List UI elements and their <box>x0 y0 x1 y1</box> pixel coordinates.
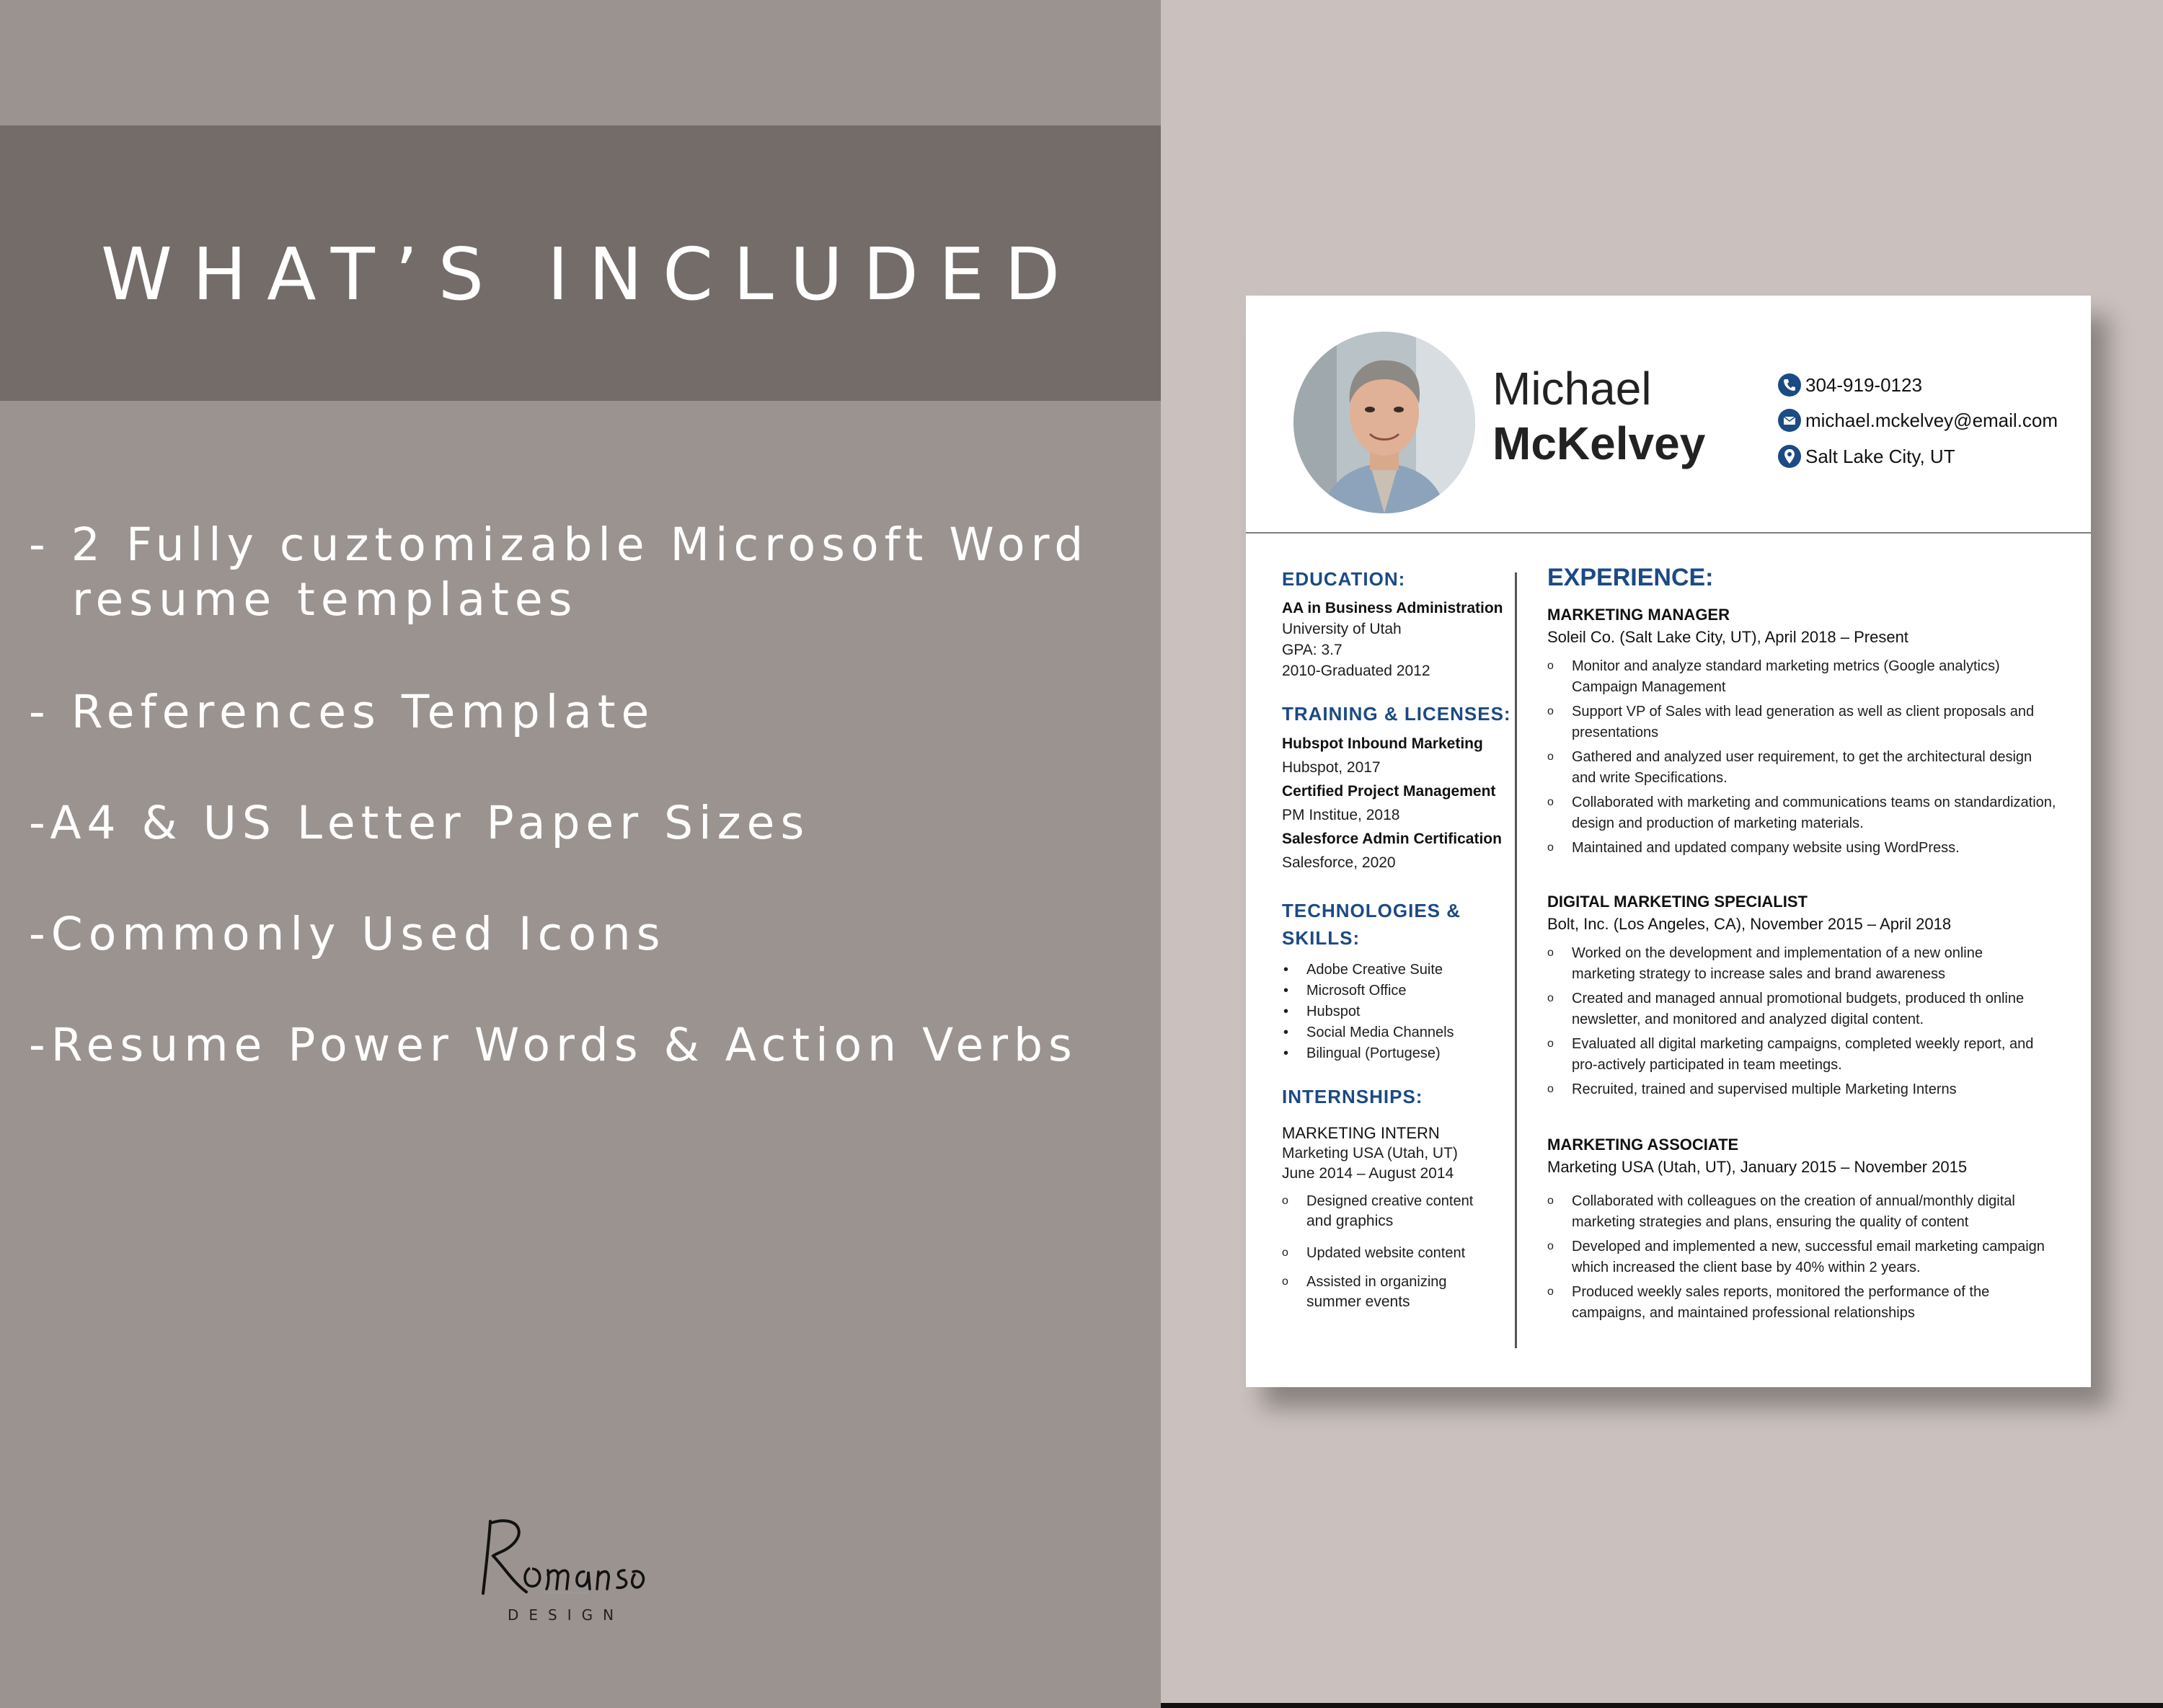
internship-bullet-cont: and graphics <box>1306 1213 1394 1229</box>
feature-item-word-templates-cont: resume templates <box>72 573 578 626</box>
contact-location <box>1778 445 1955 468</box>
job-bullet: o Produced weekly sales reports, monitored the performance of the <box>1572 1280 1989 1304</box>
skills-heading: TECHNOLOGIES & <box>1282 900 1461 921</box>
training-item-detail: PM Institue, 2018 <box>1282 807 1400 823</box>
internship-bullet: o Updated website content <box>1306 1242 1465 1265</box>
job-bullet: o Developed and implemented a new, successful email marketing campaign <box>1572 1235 2045 1258</box>
internship-title: MARKETING INTERN <box>1282 1124 1440 1142</box>
resume-first-name: Michael <box>1492 363 1652 415</box>
job-bullet-cont: presentations <box>1572 725 1659 740</box>
job-bullet-cont: campaigns, and maintained professional relationships <box>1572 1305 1915 1321</box>
feature-item-paper-sizes: -A4 & US Letter Paper Sizes <box>29 797 810 849</box>
internship-bullet: o Designed creative content <box>1306 1190 1473 1213</box>
profile-photo <box>1293 332 1475 513</box>
skill-item: • Microsoft Office <box>1306 983 1407 999</box>
bottom-edge-line <box>1161 1703 2163 1708</box>
feature-item-icons: -Commonly Used Icons <box>29 908 666 960</box>
job-title: DIGITAL MARKETING SPECIALIST <box>1547 893 1808 911</box>
job-bullet: o Created and managed annual promotional budgets, produced th online <box>1572 987 2024 1010</box>
job-bullet: o Maintained and updated company website using WordPress. <box>1572 836 1960 859</box>
job-bullet: o Support VP of Sales with lead generation as well as client proposals and <box>1572 700 2034 723</box>
job-company: Bolt, Inc. (Los Angeles, CA), November 2015 – April 2018 <box>1547 915 1952 933</box>
job-bullet: o Evaluated all digital marketing campaigns, completed weekly report, and <box>1572 1032 2033 1056</box>
internship-company: Marketing USA (Utah, UT) <box>1282 1145 1458 1161</box>
training-heading: TRAINING & LICENSES: <box>1282 703 1511 725</box>
job-company: Marketing USA (Utah, UT), January 2015 – November 2015 <box>1547 1158 1968 1176</box>
training-item-name: Salesforce Admin Certification <box>1282 831 1502 847</box>
training-item-name: Certified Project Management <box>1282 783 1496 800</box>
contact-phone <box>1778 373 1922 397</box>
page-title: WHAT’S INCLUDED <box>101 232 1081 317</box>
job-title: MARKETING ASSOCIATE <box>1547 1136 1739 1154</box>
skill-item: • Bilingual (Portugese) <box>1306 1045 1441 1062</box>
job-bullet: o Collaborated with colleagues on the creation of annual/monthly digital <box>1572 1190 2015 1213</box>
logo-divider <box>544 1592 588 1593</box>
resume-last-name: McKelvey <box>1492 417 1706 469</box>
internship-bullet-cont: summer events <box>1306 1293 1410 1310</box>
job-bullet: o Worked on the development and implementation of a new online <box>1572 942 1983 965</box>
job-bullet: o Collaborated with marketing and communications teams on standardization, <box>1572 791 2056 814</box>
job-bullet: o Recruited, trained and supervised multiple Marketing Interns <box>1572 1078 1957 1101</box>
job-bullet-cont: which increased the client base by 40% within 2 years. <box>1572 1260 1921 1275</box>
job-bullet-cont: pro-actively participated in team meetings. <box>1572 1057 1842 1073</box>
column-divider <box>1515 572 1517 1348</box>
job-bullet-cont: marketing strategies and plans, ensuring the quality of content <box>1572 1214 1969 1230</box>
email-icon <box>1778 409 1801 432</box>
education-years: 2010-Graduated 2012 <box>1282 663 1430 679</box>
job-bullet-cont: marketing strategy to increase sales and brand awareness <box>1572 966 1946 982</box>
training-item-detail: Salesforce, 2020 <box>1282 854 1396 871</box>
job-bullet-cont: design and production of marketing materials. <box>1572 815 1864 831</box>
feature-item-references: - References Template <box>29 686 655 738</box>
skill-item: • Social Media Channels <box>1306 1025 1454 1041</box>
skills-heading-cont: SKILLS: <box>1282 927 1361 949</box>
job-bullet-cont: and write Specifications. <box>1572 770 1728 786</box>
job-bullet: o Monitor and analyze standard marketing metrics (Google analytics) <box>1572 655 2000 678</box>
feature-item-word-templates: - 2 Fully cuztomizable Microsoft Word <box>29 518 1089 571</box>
feature-item-power-words: -Resume Power Words & Action Verbs <box>29 1019 1078 1071</box>
job-company: Soleil Co. (Salt Lake City, UT), April 2018 – Present <box>1547 628 1908 646</box>
contact-email-text: michael.mckelvey@email.com <box>1805 409 2058 431</box>
skill-item: • Adobe Creative Suite <box>1306 962 1443 978</box>
location-icon <box>1778 445 1801 468</box>
education-gpa: GPA: 3.7 <box>1282 642 1343 658</box>
education-heading: EDUCATION: <box>1282 568 1406 590</box>
training-item-detail: Hubspot, 2017 <box>1282 759 1381 776</box>
internship-dates: June 2014 – August 2014 <box>1282 1165 1454 1182</box>
job-bullet-cont: Campaign Management <box>1572 679 1726 695</box>
education-degree: AA in Business Administration <box>1282 600 1503 616</box>
internships-heading: INTERNSHIPS: <box>1282 1086 1423 1107</box>
internship-bullet: o Assisted in organizing <box>1306 1270 1447 1293</box>
education-school: University of Utah <box>1282 621 1402 637</box>
phone-icon <box>1778 373 1801 397</box>
experience-heading: EXPERIENCE: <box>1547 564 1714 591</box>
contact-email <box>1778 409 2058 432</box>
job-title: MARKETING MANAGER <box>1547 606 1730 624</box>
contact-location-text: Salt Lake City, UT <box>1805 445 1955 467</box>
logo-subtitle: DESIGN <box>508 1606 624 1624</box>
training-item-name: Hubspot Inbound Marketing <box>1282 735 1483 752</box>
job-bullet-cont: newsletter, and monitored and analyzed digital content. <box>1572 1012 1924 1027</box>
job-bullet: o Gathered and analyzed user requirement, to get the architectural design <box>1572 745 2032 769</box>
contact-phone-text: 304-919-0123 <box>1805 373 1922 396</box>
resume-preview <box>1246 296 2091 1387</box>
skill-item: • Hubspot <box>1306 1004 1361 1020</box>
header-divider <box>1246 532 2091 534</box>
